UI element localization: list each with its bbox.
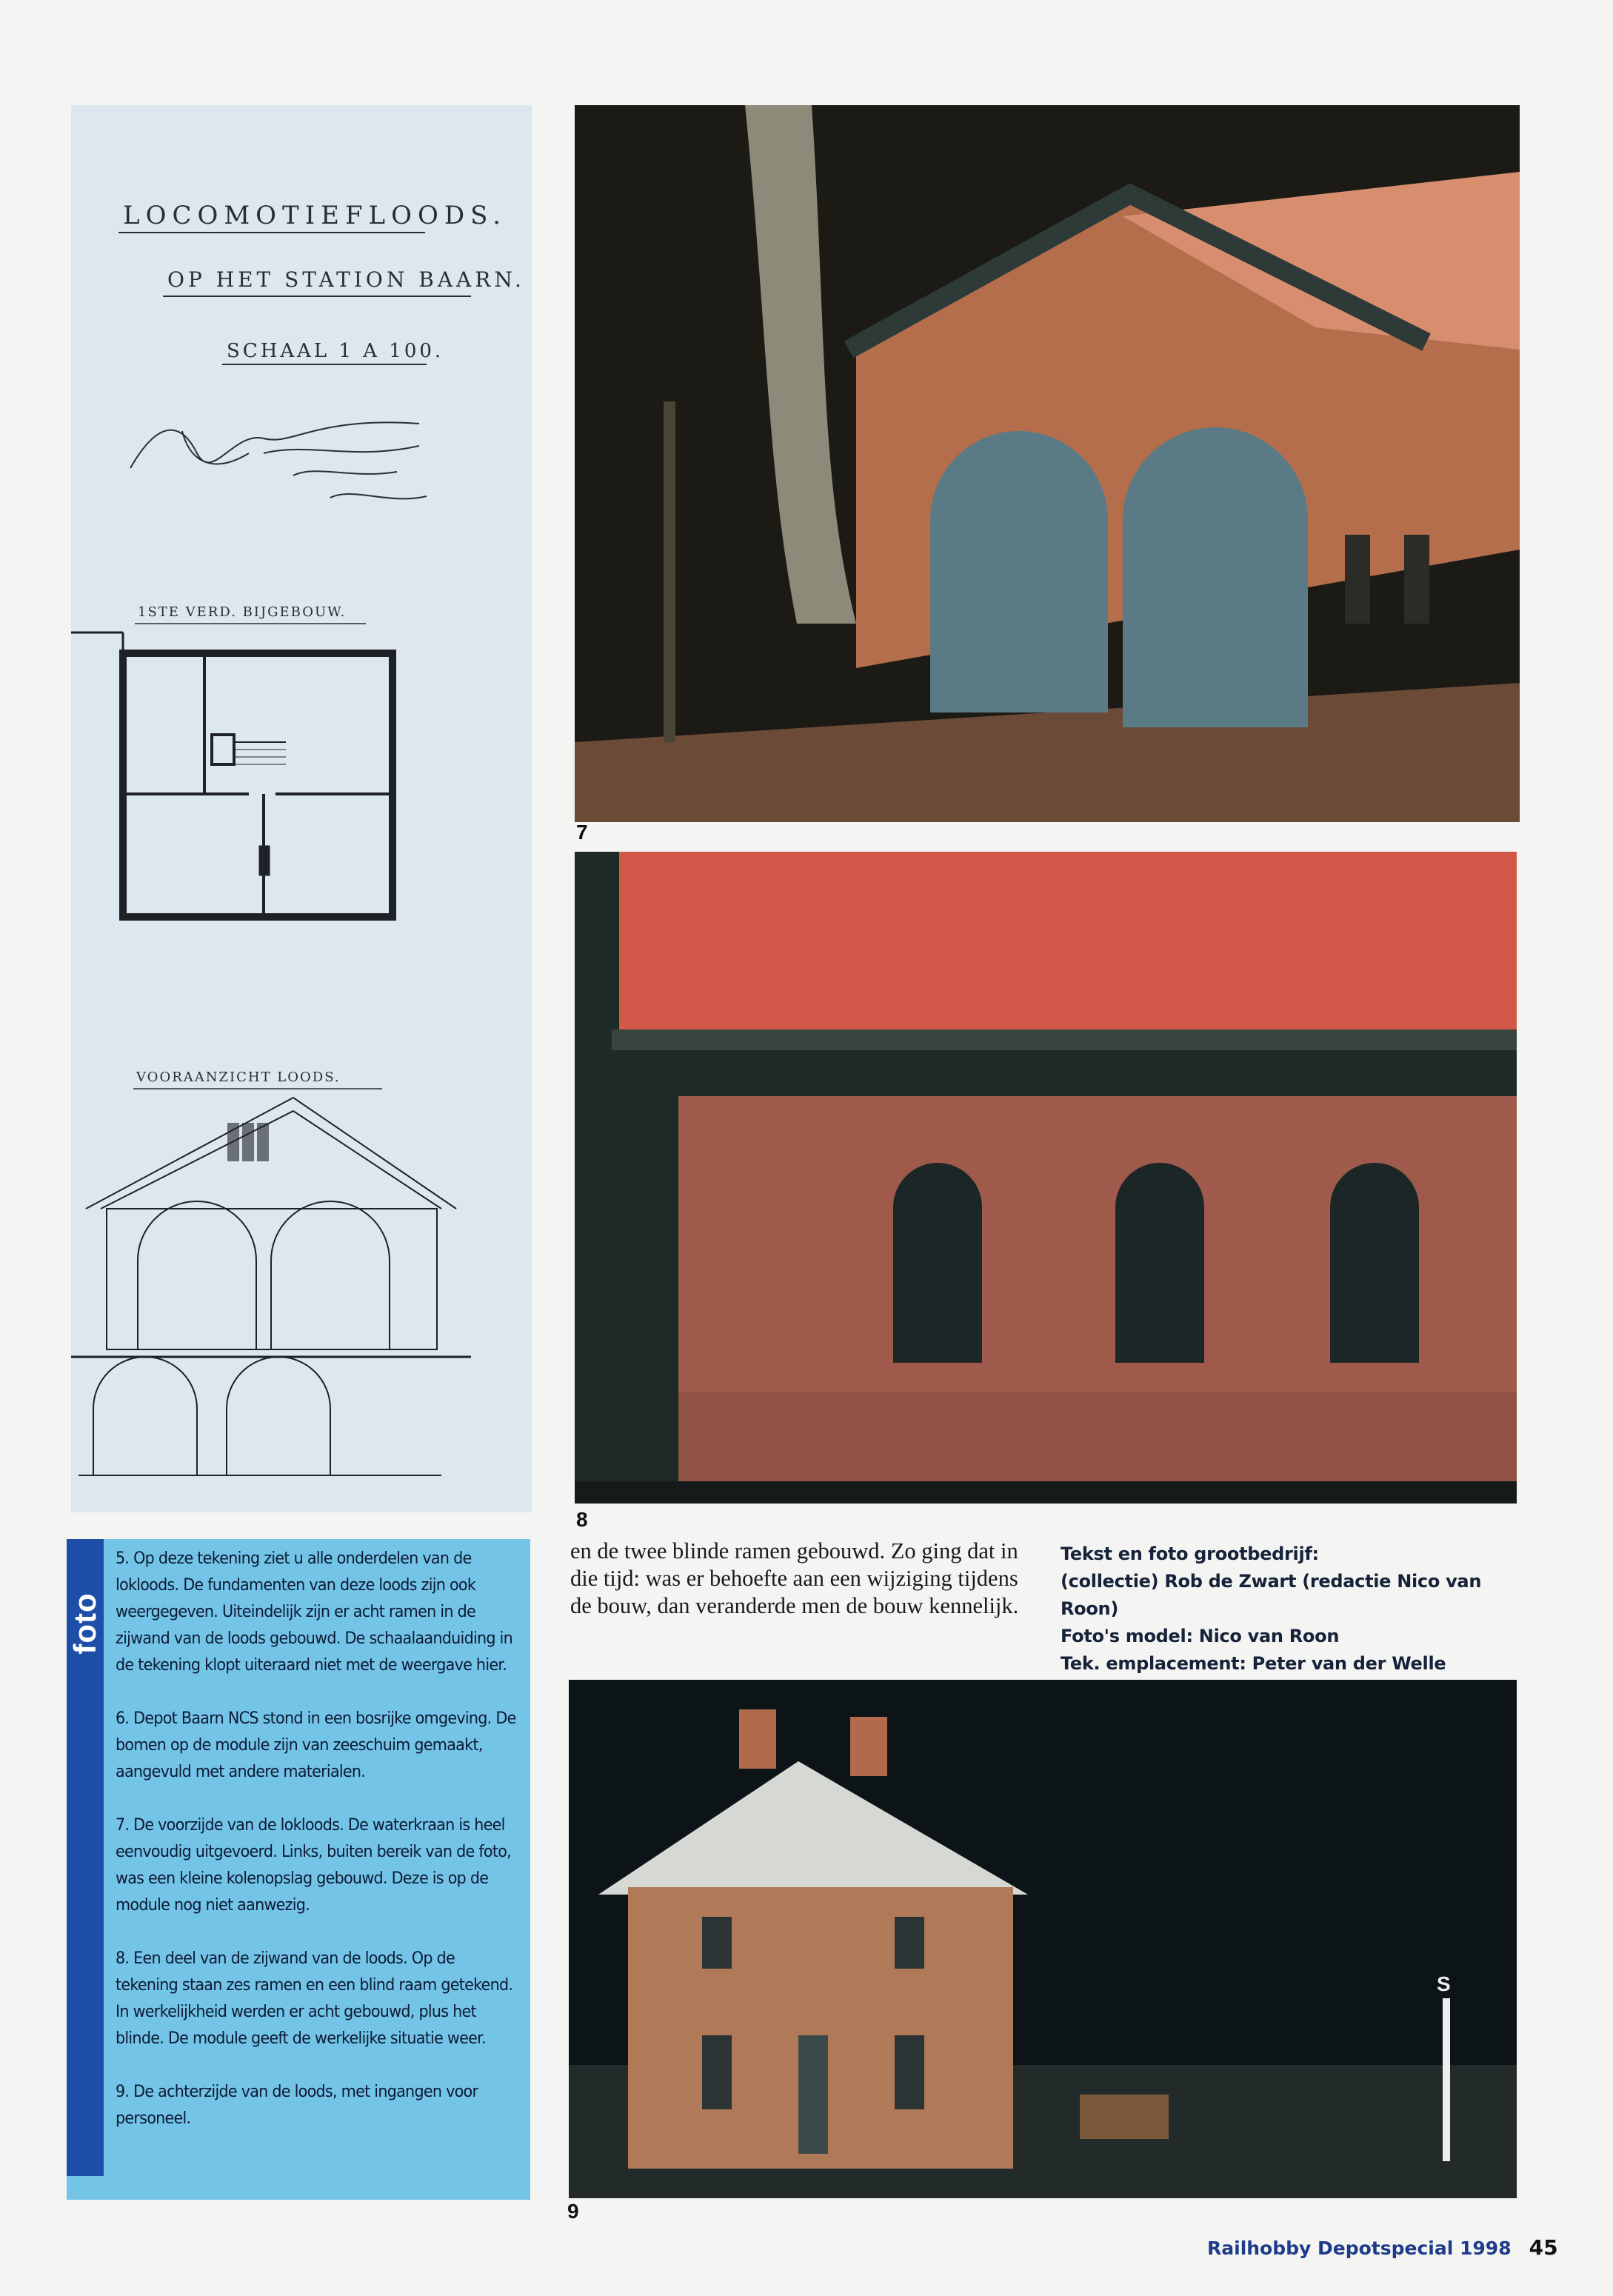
caption-item: 5. Op deze tekening ziet u alle onderdelen van de lokloods. De fundamenten van deze loods zijn ook weergegeven. Uiteindelijk zijn er acht ramen in de zijwand van de loods gebouwd. De schaalaanduiding in de tekening klopt uiteraard niet met de weergave hier. <box>116 1549 513 1675</box>
credit-line: Tek. emplacement: Peter van der Welle <box>1061 1653 1446 1674</box>
figure-number-7: 7 <box>576 821 588 844</box>
caption-text <box>116 1545 521 2158</box>
credits <box>1061 1541 1534 1678</box>
floorplan <box>71 633 393 917</box>
caption-item: 6. Depot Baarn NCS stond in een bosrijke omgeving. De bomen op de module zijn van zeeschuim gemaakt, aangevuld met andere materialen. <box>116 1709 516 1781</box>
drawing-scale: SCHAAL 1 A 100. <box>227 340 444 362</box>
photo-locomotive-shed-front <box>575 105 1520 822</box>
body-text: en de twee blinde ramen gebouwd. Zo ging dat in die tijd: was er behoefte aan een wijziging tijdens de bouw, dan veranderde men de bouw kennelijk. <box>570 1538 1019 1618</box>
foto-tab-label: foto <box>67 1592 102 1655</box>
credit-line: (collectie) Rob de Zwart (redactie Nico van Roon) <box>1061 1571 1482 1619</box>
technical-drawing <box>71 105 532 1512</box>
drawing-svg <box>71 105 532 1512</box>
figure-number-9: 9 <box>567 2200 579 2223</box>
credit-line: Tekst en foto grootbedrijf: <box>1061 1544 1319 1564</box>
caption-item: 7. De voorzijde van de lokloods. De waterkraan is heel eenvoudig uitgevoerd. Links, buiten bereik van de foto, was een kleine kolenopslag gebouwd. Deze is op de module nog niet aanwezig. <box>116 1815 512 1915</box>
drawing-subtitle: OP HET STATION BAARN. <box>167 267 525 292</box>
publication-name: Railhobby Depotspecial 1998 <box>1207 2237 1512 2259</box>
caption-item: 8. Een deel van de zijwand van de loods. Op de tekening staan zes ramen en een blind raam getekend. In werkelijkheid werden er acht gebouwd, plus het blinde. De module geeft de werkelijke situatie weer. <box>116 1949 513 2048</box>
photo-shed-side-wall <box>575 852 1517 1504</box>
svg-text:S: S <box>1437 1972 1451 1995</box>
credit-line: Foto's model: Nico van Roon <box>1061 1626 1340 1646</box>
signature <box>130 422 427 498</box>
page-footer <box>1207 2235 1558 2260</box>
photo-shed-rear <box>569 1680 1517 2198</box>
page-number: 45 <box>1529 2235 1558 2260</box>
drawing-title: LOCOMOTIEFLOODS. <box>123 201 507 230</box>
figure-number-8: 8 <box>576 1508 588 1531</box>
caption-item: 9. De achterzijde van de loods, met ingangen voor personeel. <box>116 2082 478 2128</box>
floorplan-title: 1STE VERD. BIJGEBOUW. <box>138 604 347 620</box>
foto-tab <box>67 1539 104 2176</box>
front-elevation <box>71 1098 471 1475</box>
elevation-title: VOORAANZICHT LOODS. <box>136 1069 341 1085</box>
